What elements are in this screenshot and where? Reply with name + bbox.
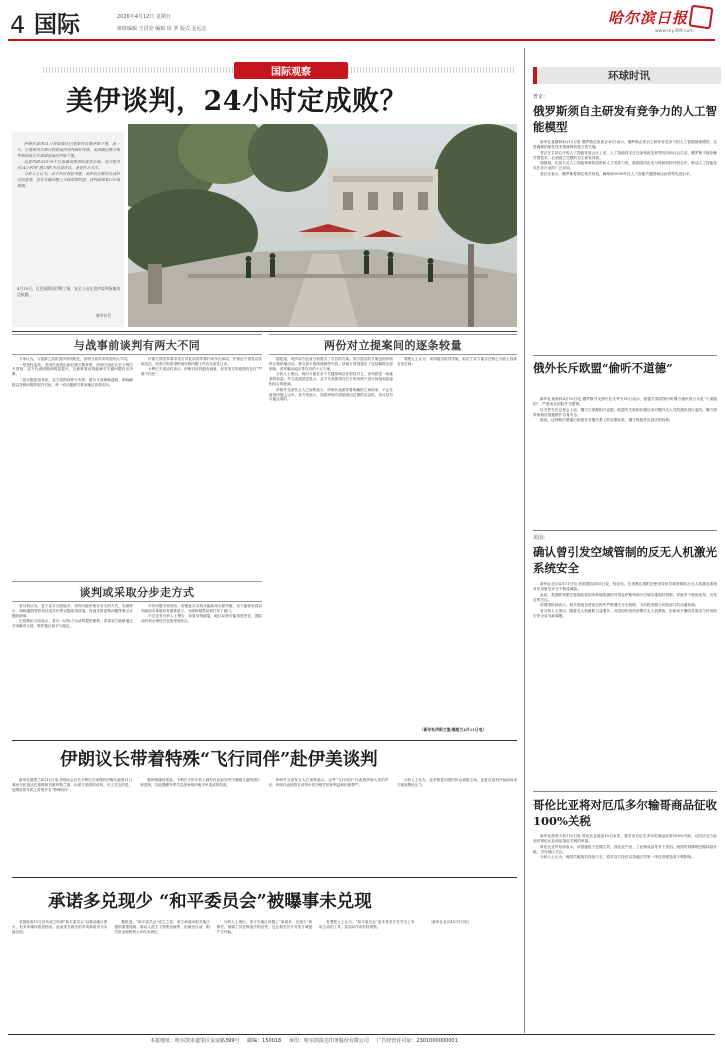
sidebar-dateline-1: 普京： [533, 94, 549, 100]
us-p3: 分析人士指出，美方在地区问题上“承诺多、兑现少”的做法，削弱了其在斡旋中的信誉，也让相关各方对美方诚意产生怀疑。 [216, 920, 313, 934]
sb4-p1: 新华社波哥大4月10日电 哥伦比亚政府10日宣布，将对来自厄瓜多尔的商品征收100%关税，以回应厄方此前对哥伦比亚商品加征关税的举措。 [533, 834, 717, 843]
sb2-p3: 他说，这种做法暴露出欧盟在对俄关系上的双重标准，俄方保留作出回应的权利。 [540, 418, 673, 423]
section1-body [12, 357, 262, 577]
iran-p1: 新华社德黑兰4月11日电 伊朗议会议长卡利巴夫率领的伊朗代表团11日乘坐专机抵达巴基斯坦首都伊斯兰堡，出席与美国的谈判。引人关注的是，他乘坐的专机上带着多名“特殊同伴”。 [12, 778, 133, 792]
iran-top-rule [12, 740, 517, 741]
sidebar-item4-body [533, 834, 717, 1030]
sidebar-item3-body [533, 582, 717, 787]
tag-stripe-right [345, 67, 515, 73]
photo-caption: 4月10日，在巴基斯坦伊斯兰堡，安全人员在美伊谈判场地周边执勤。 [17, 286, 120, 297]
summary-p2: 这是两国自1979年以来最高级别的直接会晤。双方能否在24小时的“窗口期”内达成协议，备受各方关注。 [17, 158, 120, 170]
photo-scene [128, 124, 517, 327]
sidebar-rule-3 [533, 791, 717, 792]
staff-line: 值班编辑 王洪亮 编辑 周 翠 版式 金远志 [117, 26, 207, 32]
s1-p3: 二是议题更加具体。双方将围绕停火安排、霍尔木兹海峡通航、制裁解除以及核问题等展开讨论，每一项议题都关系到地区局势走向。 [12, 377, 133, 387]
sb1-p3: 他强调，应加大对人工智能领域的投资和人才培养力度，鼓励国内企业与科研机构开展合作，推动人工智能技术在各行业的广泛应用。 [533, 161, 717, 171]
sidebar-item1-body [533, 140, 717, 352]
footer-address: 本报地址：哈尔滨市道里区友谊路399号 [150, 1038, 240, 1044]
section2-body-col2 [397, 357, 517, 727]
sb4-p3: 分析人士认为，两国关税战若持续下去，将对双方经济以及地区贸易一体化进程造成不利影响。 [540, 855, 695, 860]
footer-rule [8, 1034, 715, 1035]
column-tag [234, 62, 348, 79]
us-p2: 据报道，“和平委员会”成立之初，美方承诺向相关地区提供重建援助、推动人道主义物资运输等，但截至目前，相关资金和物资大多仍未到位。 [114, 920, 210, 934]
sidebar-item4-headline: 哥伦比亚将对厄瓜多尔输哥商品征收100%关税 [533, 798, 717, 828]
website: www.my399.com [655, 29, 694, 34]
section2-heading: 两份对立提案间的逐条较量 [269, 334, 517, 355]
s3-p3: 中东问题专家指出，即便此次谈判未能取得全面突破，双方能够坐到谈判桌前本身就具有重要意义，为缓和紧张局势打开了窗口。 [141, 604, 262, 613]
s1-p5: 卡利巴夫抵达时表示，伊朗对谈判抱有诚意，但对美方的意图仍存在“严重不信任”。 [141, 367, 262, 377]
iran-headline: 伊朗议长带着特殊“飞行同伴”赴伊美谈判 [60, 750, 378, 770]
section2-body [269, 357, 393, 737]
sidebar-item2-body [533, 397, 717, 527]
sidebar-rule-1 [533, 355, 717, 356]
column-tag-label: 国际观察 [271, 67, 311, 78]
footer-postcode: 邮编：150018 [247, 1038, 282, 1044]
s2-p4: 观察人士认为，谈判能否取得突破，取决于双方能否在核心分歧上找到妥协空间。 [397, 357, 517, 366]
sb1-p2: 普京在主持召开的人工智能发展会议上说，人工智能技术正在深刻改变世界经济和社会生活，俄罗斯不能依赖外国技术，必须建立完整的自主研发体系。 [533, 150, 717, 160]
header-rule [8, 39, 715, 41]
us-top-rule [12, 877, 517, 878]
paper-name: 哈尔滨日报 [608, 9, 689, 27]
iran-body [12, 778, 517, 874]
sidebar-rule-2 [533, 530, 717, 531]
sidebar-banner-label: 环球时讯 [608, 70, 650, 82]
us-p5: （新华社北京4月11日电） [428, 920, 472, 924]
s2-p2: 分析人士指出，两份方案在多个关键领域存在明显对立，谈判将是一场逐条的较量。外交渠道消息显示，双方代表团将在巴方的协调下进行间接和直接相结合的磋商。 [269, 372, 393, 387]
section1-heading: 与战事前谈判有两大不同 [12, 334, 262, 355]
column-divider [524, 48, 525, 1033]
iran-p4: 分析人士认为，此举既是向国内民众表明立场，也是在谈判开始前向美方施加舆论压力。 [396, 778, 517, 787]
sidebar-dateline-3: 美国： [533, 535, 549, 541]
sb1-p1: 新华社莫斯科4月11日电 俄罗斯总统普京10日表示，俄罗斯必须自主研发有竞争力的人工智能基础模型，这是确保国家在技术领域保持独立的关键。 [533, 140, 717, 149]
story-end: （新华社伊斯兰堡/德黑兰4月11日电） [420, 727, 487, 732]
sb4-p2: 哥伦比亚贸易部表示，该措施将于近期生效，涉及农产品、工业制成品等多个类别。两国贸易摩擦近期持续升级，引发地区关注。 [533, 844, 717, 854]
masthead-logo [608, 7, 688, 28]
us-p1: 美国政府11日宣布成立所谓“和平委员会”以推动地区停火，但多家媒体报道指出，此前美方做出的多项承诺至今未能兑现。 [12, 920, 108, 934]
sb1-p4: 普京还表示，俄罗斯将制定相关规划，确保到2030年在人工智能关键领域达到世界先进水平。 [540, 171, 694, 176]
us-headline: 承诺多兑现少 “和平委员会”被曝事未兑现 [48, 892, 372, 912]
sb3-p1: 新华社北京4月11日电 美国国防部10日说，经评估，在美墨边境附近使用导致空域管制的反无人机激光系统对民用航空安全不构成威胁。 [533, 582, 717, 591]
sb3-p4: 有分析人士指出，随着无人机威胁日益增多，各国纷纷加快部署反无人机系统，但如何平衡防务需求与民用航空安全成为新课题。 [533, 608, 717, 618]
footer-line [150, 1037, 458, 1044]
section3-heading: 谈判或采取分步走方式 [12, 581, 262, 602]
news-photo [128, 124, 517, 327]
photo-credit: 新华社发 [96, 313, 112, 318]
iran-p2: 据伊朗媒体报道，卡利巴夫的专机上载有在此前冲突中遇难儿童的照片和遗物，以此提醒外界关注战争给伊朗平民造成的伤害。 [140, 778, 261, 787]
sidebar-banner [533, 67, 721, 84]
sidebar-item2-headline: 俄外长斥欧盟“偷听不道德” [533, 361, 673, 375]
sidebar-item3-headline: 确认曾引发空域管制的反无人机激光系统安全 [533, 545, 717, 575]
s1-p2: 一是授权更高。美国代表团由副总统万斯率领，伊朗方面由议长卡利巴夫领衔，双方代表团级别明显提升，这意味着谈判能够对关键问题作出决断。 [12, 362, 133, 377]
sb3-p3: 美国国防部表示，相关系统在使用过程中严格遵守安全规程，今后将加强与民航部门的沟通协调。 [540, 603, 699, 608]
section3-body [12, 604, 262, 732]
s2-p1: 据报道，美伊双方此前分别提出了各自的方案。美方提出的方案包括伊朗停止铀浓缩活动、移交高丰度浓缩铀等内容；伊朗方面则提出了包括解除全部制裁、美军撤出地区等在内的十点方案。 [269, 357, 393, 371]
sb2-p1: 新华社莫斯科4月10日电 俄罗斯外交部长拉夫罗夫10日表示，欧盟方面试图窃听俄方通讯的行为是“不道德的”，严重违反国际外交惯例。 [533, 397, 717, 406]
summary-p3: 分析人士认为，出于各自利益考量，美伊双方都有达成协议的意愿，但在关键问题上分歧依然明显，谈判前景难以乐观预测。 [17, 171, 120, 188]
main-headline: 美伊谈判，24小时定成败？ [66, 86, 408, 117]
section-name: 国际 [34, 12, 80, 38]
iran-p3: 伊朗外交部发言人巴加埃表示，这些“飞行同伴”代表着伊朗人民的声音，伊朗代表团将在谈判中坚决维护国家利益和民族尊严。 [268, 778, 389, 787]
hl-rule [12, 331, 517, 332]
tag-stripe-left [43, 67, 243, 73]
sb3-p2: 此前，美国联邦航空管理局曾因该系统的测试对得克萨斯州部分空域实施临时管制，导致多个航班延误，引发各界关注。 [533, 592, 717, 602]
s2-p3: 伊朗外交部发言人巴加埃表示，伊朗代表团带着明确的立场前来，不会在原则问题上让步。美方则表示，如果伊朗方面展现出足够的灵活性，协议是有可能达成的。 [269, 387, 393, 402]
page-number: 4 [10, 11, 26, 39]
sb2-p2: 拉夫罗夫在记者会上说，俄方已掌握相关证据，欧盟有关机构长期以来对俄外交人员的通讯进行监听，俄方将采取相应措施维护自身安全。 [533, 407, 717, 417]
us-body [12, 920, 517, 1030]
us-p4: 有观察人士认为，“和平委员会”更多是美方在外交上争取主动的工具，其实际作用有待观察。 [319, 920, 415, 929]
s3-p4: 不过也有分析人士警告，如果谈判破裂，地区局势可能再度恶化，国际油价和全球经济也将受到冲击。 [141, 614, 262, 624]
date-line: 2026年4月12日 星期日 [117, 14, 171, 20]
s1-p1: 专家认为，与战事之前的美伊谈判相比，伊朗当前对谈判有两大不同。 [19, 357, 131, 361]
footer-printer: 承印：哈尔滨报达印务股份有限公司 [288, 1038, 369, 1044]
summary-p1: 伊朗代表团11日凌晨抵达巴基斯坦首都伊斯兰堡，前一天，巴基斯坦方面已经就美伊谈判做好安排。美国副总统万斯率领的美方代表团也抵达伊斯兰堡。 [17, 141, 120, 158]
s3-p2: 巴基斯坦方面表示，将尽一切努力为谈判提供便利，希望双方能够通过对话解决分歧，维护地区和平与稳定。 [12, 619, 133, 629]
sidebar-item1-headline: 俄罗斯须自主研发有竞争力的人工智能模型 [533, 104, 717, 134]
footer-license: 广告经营许可证：2301000000001 [376, 1038, 458, 1044]
s1-p4: 伊朗方面坚持要求美方对此前的军事行动作出承诺，并保证不再发动类似攻击，而美方则希望伊朗在核问题上作出实质性让步。 [141, 357, 262, 366]
s3-p1: 有分析认为，鉴于双方分歧较多，谈判可能采取分步走的方式，先就停火、海峡通航等较易达成共识的议题取得进展，再逐步推进核问题等难点议题的磋商。 [12, 604, 133, 618]
logo-mark-icon [689, 5, 714, 30]
